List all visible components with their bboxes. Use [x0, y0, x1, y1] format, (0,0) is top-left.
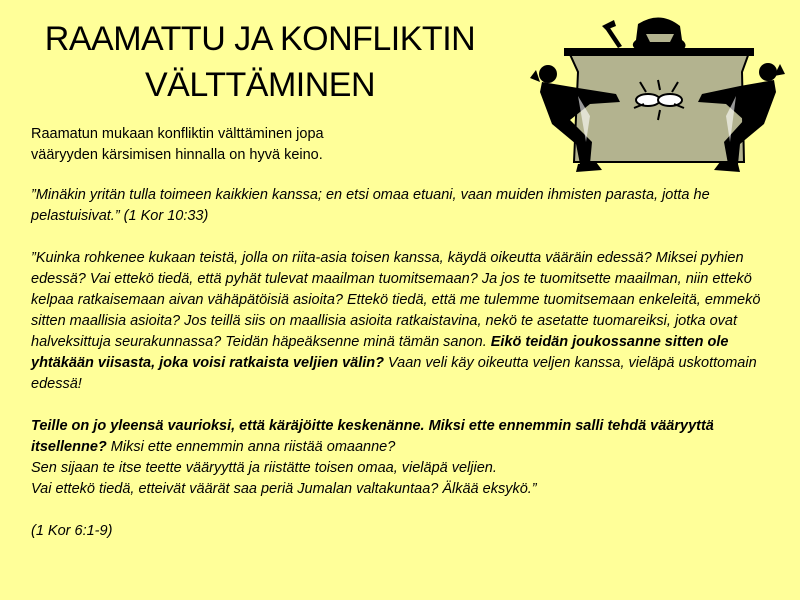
slide-title [20, 16, 500, 108]
quote-3-paragraph [31, 416, 781, 458]
title-line-2: VÄLTTÄMINEN [144, 66, 375, 104]
judge-dispute-illustration [530, 12, 785, 177]
desk [568, 50, 750, 162]
quote-3-line-3: Vai ettekö tiedä, etteivät väärät saa periä Jumalan valtakuntaa? Älkää eksykö.” [31, 481, 537, 497]
quote-2-text-b: Vaan veli käy oikeutta veljen kanssa, vieläpä uskottomain edessä! [31, 355, 757, 392]
intro-text [31, 124, 391, 166]
title-line-1: RAAMATTU JA KONFLIKTIN [44, 20, 476, 58]
quote-1-cor-10-33: ”Minäkin yritän tulla toimeen kaikkien kanssa; en etsi omaa etuani, vaan muiden ihmisten parasta, jotta he pelastuisivat.” (1 Kor 10:33) [31, 187, 710, 224]
quote-2-bold-text: Eikö teidän joukossanne sitten ole yhtäkään viisasta, joka voisi ratkaista veljien välin? [31, 334, 729, 371]
quote-3-line-2: Sen sijaan te itse teette vääryyttä ja riistätte toisen omaa, vieläpä veljien. [31, 460, 497, 476]
quote-1-cor-6-paragraph [31, 248, 781, 395]
intro-line-2: vääryyden kärsimisen hinnalla on hyvä keino. [31, 147, 323, 163]
quote-3-text-a: Miksi ette ennemmin anna riistää omaanne? [106, 439, 396, 455]
intro-line-1: Raamatun mukaan konfliktin välttäminen jopa [31, 126, 324, 142]
quote-3-bold-text: Teille on jo yleensä vaurioksi, että käräjöitte keskenänne. Miksi ette ennemmin salli tehdä vääryyttä itsellenne? [31, 418, 714, 455]
scripture-body [31, 185, 781, 542]
quote-2-text-a: ”Kuinka rohkenee kukaan teistä, jolla on riita-asia toisen kanssa, käydä oikeutta vääräin edessä? Miksei pyhien edessä? Vai ettekö tiedä, että pyhät tulevat maailman tuomitsemaan? Ja jos te tuomitsette maailman, niin ettekö kelpaa ratkaisemaan aivan vähäpätöisiä asioita? Ettekö tiedä, että me tulemme tuomitsemaan enkeleitä, emmekö sitten maallisia asioita? Jos teillä siis on maallisia asioita ratkaistavina, nekö te asetatte tuomareiksi, jotka ovat halveksittuja seurakunnassa? Teidän häpeäksenne minä tämän sanon. [31, 250, 761, 350]
scripture-reference: (1 Kor 6:1-9) [31, 523, 113, 539]
